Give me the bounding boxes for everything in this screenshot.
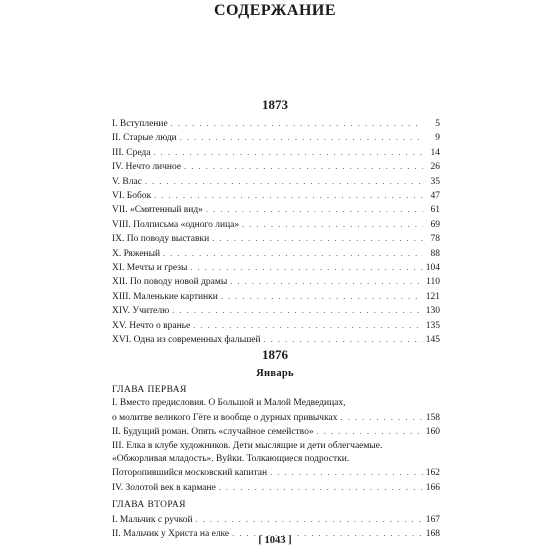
toc-entry-page: 14 [430,147,440,158]
toc-entry-page: 162 [425,468,440,479]
toc-entry-label: II. Мальчик у Христа на елке [112,529,230,540]
toc-entry-page: 145 [425,335,440,346]
leader-dots [153,146,423,159]
leader-dots [196,513,423,526]
toc-entry-page: 26 [430,162,440,173]
leader-dots [341,411,423,424]
toc-entry [112,203,440,217]
toc-entry [112,275,440,289]
toc-entry-page: 61 [430,205,440,216]
toc-entry-label: IV. Золотой век в кармане [112,482,216,493]
toc-entry [112,466,440,480]
toc-entry-page: 110 [426,277,440,288]
leader-dots [230,275,423,288]
toc-entry-page: 130 [425,306,440,317]
toc-entry [112,261,440,275]
toc-entry [112,117,440,131]
toc-entry [112,290,440,304]
toc-entry-label: VIII. Полписьма «одного лица» [112,219,240,230]
leader-dots [145,175,423,188]
toc-entry-label: I. Мальчик с ручкой [112,514,193,525]
leader-dots [219,481,423,494]
leader-dots [206,203,423,216]
toc-entry-page: 168 [425,529,440,540]
toc-entry-label: II. Старые люди [112,133,177,144]
toc-entry-line: III. Елка в клубе художников. Дети мыслящие и дети облегчаемые. [112,440,383,451]
toc-entry-page: 160 [425,427,440,438]
toc-entry-label: XIV. Учителю [112,306,170,317]
toc-1873 [112,117,440,348]
leader-dots [193,319,423,332]
toc-entry-label: о молитве великого Гёте и вообще о дурных привычках [112,412,338,423]
toc-entry-page: 69 [430,219,440,230]
toc-entry [112,513,440,527]
toc-entry-label: III. Среда [112,147,151,158]
toc-1876 [112,382,440,541]
toc-entry [112,304,440,318]
toc-entry-label: XVI. Одна из современных фальшей [112,335,261,346]
toc-entry [112,160,440,174]
toc-entry [112,411,440,425]
leader-dots [171,117,423,130]
toc-entry-label: V. Влас [112,176,142,187]
toc-entry [112,131,440,145]
leader-dots [242,218,423,231]
leader-dots [270,466,423,479]
page-title: СОДЕРЖАНИЕ [213,2,337,19]
toc-entry [112,333,440,347]
toc-entry-label: IX. По поводу выставки [112,234,210,245]
toc-entry-page: 5 [435,119,440,129]
toc-entry-page: 121 [425,291,440,302]
month-heading: Январь [256,368,294,379]
leader-dots [163,247,423,260]
leader-dots [212,232,423,245]
toc-entry-page: 158 [425,412,440,423]
leader-dots [180,131,423,144]
toc-entry-page: 88 [430,248,440,259]
toc-entry-page: 104 [425,263,440,274]
leader-dots [172,304,423,317]
toc-entry-page: 47 [430,191,440,202]
toc-entry-page: 135 [425,320,440,331]
toc-entry-label: X. Ряженый [112,248,161,259]
chapter-heading-2: ГЛАВА ВТОРАЯ [112,500,186,511]
toc-entry [112,146,440,160]
toc-entry-label: XII. По поводу новой драмы [112,277,228,288]
toc-entry [112,189,440,203]
leader-dots [264,333,423,346]
toc-entry-label: VII. «Смятенный вид» [112,205,203,216]
toc-entry-page: 78 [430,234,440,245]
toc-entry-label: XI. Мечты и грезы [112,263,188,274]
year-heading-1876: 1876 [262,347,288,362]
leader-dots [184,160,423,173]
toc-entry-label: II. Будущий роман. Опять «случайное семейство» [112,427,314,438]
toc-entry-page: 35 [430,176,440,187]
chapter-heading-1: ГЛАВА ПЕРВАЯ [112,385,187,395]
leader-dots [190,261,422,274]
toc-entry-label: XV. Нечто о вранье [112,320,191,331]
toc-entry [112,218,440,232]
toc-entry-page: 166 [425,482,440,493]
toc-entry [112,175,440,189]
toc-entry-line: «Обжорливая младость». Вуйки. Толкающиеся подростки. [112,454,350,465]
leader-dots [317,425,423,438]
toc-entry-page: 9 [435,133,440,144]
toc-entry [112,481,440,495]
toc-entry [112,232,440,246]
toc-entry-label: Поторопившийся московский капитан [112,468,268,479]
toc-entry-line: I. Вместо предисловия. О Большой и Малой Медведицах, [112,398,346,409]
toc-entry-label: VI. Бобок [112,191,152,202]
page-number: [ 1043 ] [258,535,292,546]
toc-entry-page: 167 [425,514,440,525]
toc-entry-label: IV. Нечто личное [112,162,182,173]
leader-dots [154,189,423,202]
toc-entry [112,247,440,261]
year-heading-1873: 1873 [262,97,288,112]
toc-entry [112,425,440,439]
toc-entry [112,319,440,333]
toc-entry-label: I. Вступление [112,119,168,129]
leader-dots [221,290,423,303]
toc-entry-label: XIII. Маленькие картинки [112,291,218,302]
